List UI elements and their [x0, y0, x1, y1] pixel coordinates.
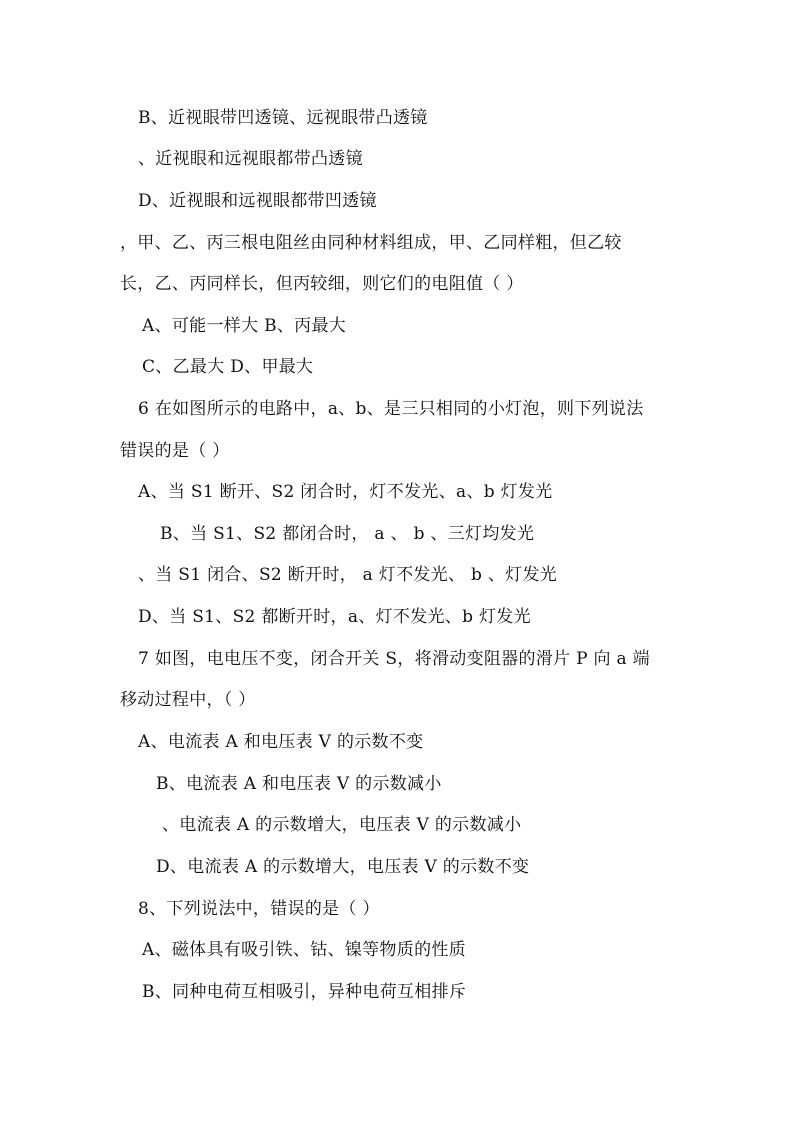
option-c-q7: 、电流表 A 的示数增大，电压表 V 的示数减小 — [162, 815, 522, 835]
option-c-q4: 、近视眼和远视眼都带凸透镜 — [138, 149, 363, 169]
option-b-q8: B、同种电荷互相吸引，异种电荷互相排斥 — [142, 982, 467, 1002]
option-d-q4: D、近视眼和远视眼都带凹透镜 — [138, 191, 377, 211]
question-5-text: ，甲、乙、丙三根电阻丝由同种材料组成，甲、乙同样粗，但乙较 — [120, 233, 622, 253]
option-d-q7: D、电流表 A 的示数增大，电压表 V 的示数不变 — [156, 857, 530, 877]
option-a-q6: A、当 S1 断开、S2 闭合时，灯不发光、a、b 灯发光 — [138, 482, 553, 502]
option-b-q4: B、近视眼带凹透镜、远视眼带凸透镜 — [138, 108, 428, 128]
option-b-q7: B、电流表 A 和电压表 V 的示数减小 — [156, 774, 442, 794]
option-a-q7: A、电流表 A 和电压表 V 的示数不变 — [138, 732, 424, 752]
question-6-text-cont: 错误的是（ ） — [120, 441, 230, 461]
options-a-b-q5: A、可能一样大 B、丙最大 — [142, 316, 347, 336]
question-5-text-cont: 长，乙、丙同样长，但丙较细，则它们的电阻值（ ） — [120, 274, 524, 294]
option-c-q6: 、当 S1 闭合、S2 断开时， a 灯不发光、 b 、灯发光 — [138, 565, 558, 585]
option-d-q6: D、当 S1、S2 都断开时，a、灯不发光、b 灯发光 — [138, 607, 531, 627]
options-c-d-q5: C、乙最大 D、甲最大 — [142, 357, 314, 377]
question-7-text-cont: 移动过程中，（ ） — [120, 690, 256, 710]
option-a-q8: A、磁体具有吸引铁、钴、镍等物质的性质 — [142, 940, 466, 960]
question-6-text: 6 在如图所示的电路中，a、b、是三只相同的小灯泡，则下列说法 — [138, 399, 644, 419]
question-8-text: 8、下列说法中，错误的是（ ） — [138, 899, 380, 919]
question-7-text: 7 如图，电电压不变，闭合开关 S，将滑动变阻器的滑片 P 向 a 端 — [138, 649, 650, 669]
option-b-q6: B、当 S1、S2 都闭合时， a 、 b 、三灯均发光 — [160, 524, 535, 544]
